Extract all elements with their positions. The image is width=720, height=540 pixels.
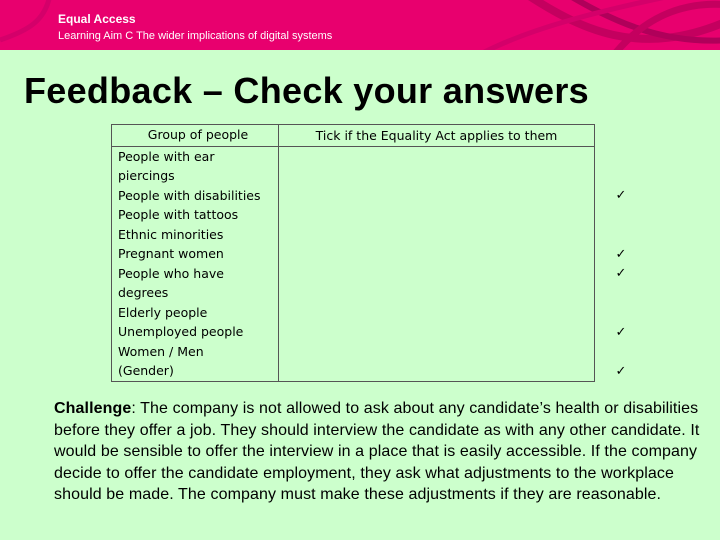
group-line: Ethnic minorities: [118, 226, 224, 242]
group-line: Elderly people: [118, 304, 208, 320]
group-list: [112, 146, 279, 381]
page-title: Feedback – Check your answers: [24, 70, 589, 111]
challenge-paragraph: [54, 398, 714, 506]
lesson-subtitle: Learning Aim C The wider implications of digital systems: [58, 30, 333, 42]
group-line: People with tattoos: [118, 207, 239, 222]
column-header-tick: Tick if the Equality Act applies to them: [279, 125, 595, 147]
brand-title: Equal Access: [58, 12, 136, 26]
group-line: People with disabilities: [118, 187, 261, 203]
column-header-group: Group of people: [112, 125, 279, 147]
tick-mark-pregnant-women: ✓: [615, 265, 627, 281]
tick-mark-elderly-people: ✓: [615, 324, 627, 340]
challenge-label: Challenge: [54, 400, 132, 417]
group-line: Unemployed people: [118, 324, 244, 339]
challenge-text: : The company is not allowed to ask about any candidate’s health or disabilities before they offer a job. They should interview the candidate as with any other candidate. It would be sensible to offer the interview in a place that is easily accessible. If the company decide to offer the candidate employment, they ask what adjustments to the workplace should be made. The company must make these adjustments if they are reasonable.: [54, 400, 700, 503]
tick-mark-gender: ✓: [615, 363, 627, 379]
tick-mark-disabilities: ✓: [615, 187, 627, 203]
answers-table: [111, 124, 627, 382]
tick-mark-ethnic-minorities: ✓: [615, 246, 627, 262]
header-banner: [0, 0, 720, 50]
group-line: People who have: [118, 265, 224, 281]
group-line: Pregnant women: [118, 246, 224, 261]
group-line: piercings: [118, 168, 175, 183]
group-line: Women / Men: [118, 343, 204, 359]
tick-column: [279, 146, 627, 381]
group-line: People with ear: [118, 148, 215, 164]
group-line: degrees: [118, 285, 169, 300]
group-line: (Gender): [118, 363, 174, 378]
